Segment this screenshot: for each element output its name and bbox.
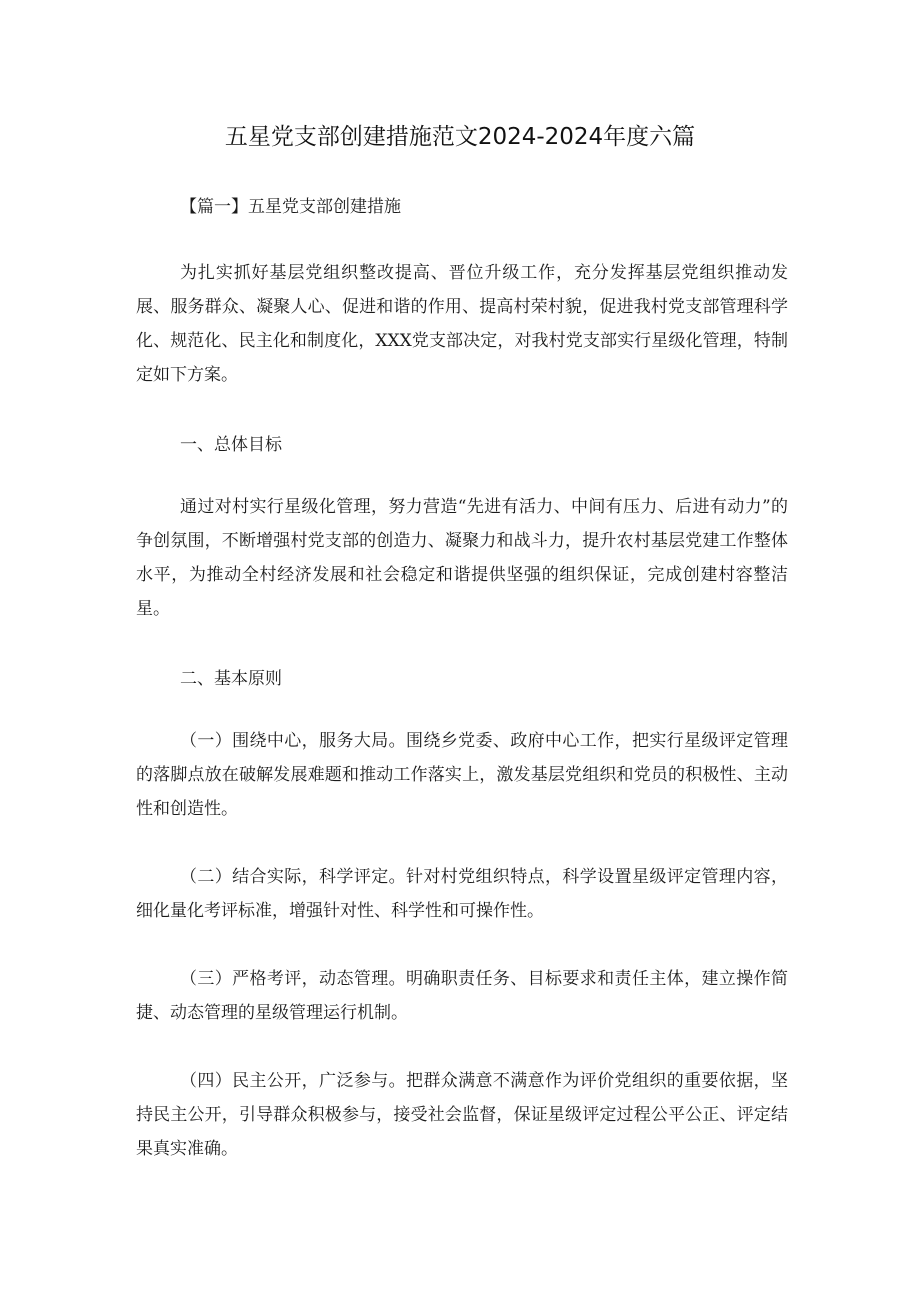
document-title: 五星党支部创建措施范文2024-2024年度六篇 — [224, 124, 696, 150]
principle-item-3: （三）严格考评，动态管理。明确职责任务、目标要求和责任主体，建立操作简捷、动态管理的星级管理运行机制。 — [136, 969, 788, 1023]
goals-paragraph: 通过对村实行星级化管理，努力营造“先进有活力、中间有压力、后进有动力”的争创氛围，不断增强村党支部的创造力、凝聚力和战斗力，提升农村基层党建工作整体水平，为推动全村经济发展和社会稳定和谐提供坚强的组织保证，完成创建村容整洁星。 — [136, 497, 788, 619]
principle-item-1: （一）围绕中心，服务大局。围绕乡党委、政府中心工作，把实行星级评定管理的落脚点放在破解发展难题和推动工作落实上，激发基层党组织和党员的积极性、主动性和创造性。 — [136, 731, 788, 819]
intro-paragraph: 为扎实抓好基层党组织整改提高、晋位升级工作，充分发挥基层党组织推动发展、服务群众、凝聚人心、促进和谐的作用、提高村荣村貌，促进我村党支部管理科学化、规范化、民主化和制度化，XXX党支部决定，对我村党支部实行星级化管理，特制定如下方案。 — [136, 263, 788, 385]
section-heading-principles: 二、基本原则 — [180, 669, 282, 689]
principle-item-4: （四）民主公开，广泛参与。把群众满意不满意作为评价党组织的重要依据，坚持民主公开，引导群众积极参与，接受社会监督，保证星级评定过程公平公正、评定结果真实准确。 — [136, 1071, 788, 1159]
principle-item-2: （二）结合实际，科学评定。针对村党组织特点，科学设置星级评定管理内容，细化量化考评标准，增强针对性、科学性和可操作性。 — [136, 867, 788, 921]
part-heading: 【篇一】五星党支部创建措施 — [180, 197, 401, 217]
section-heading-goals: 一、总体目标 — [180, 435, 282, 455]
